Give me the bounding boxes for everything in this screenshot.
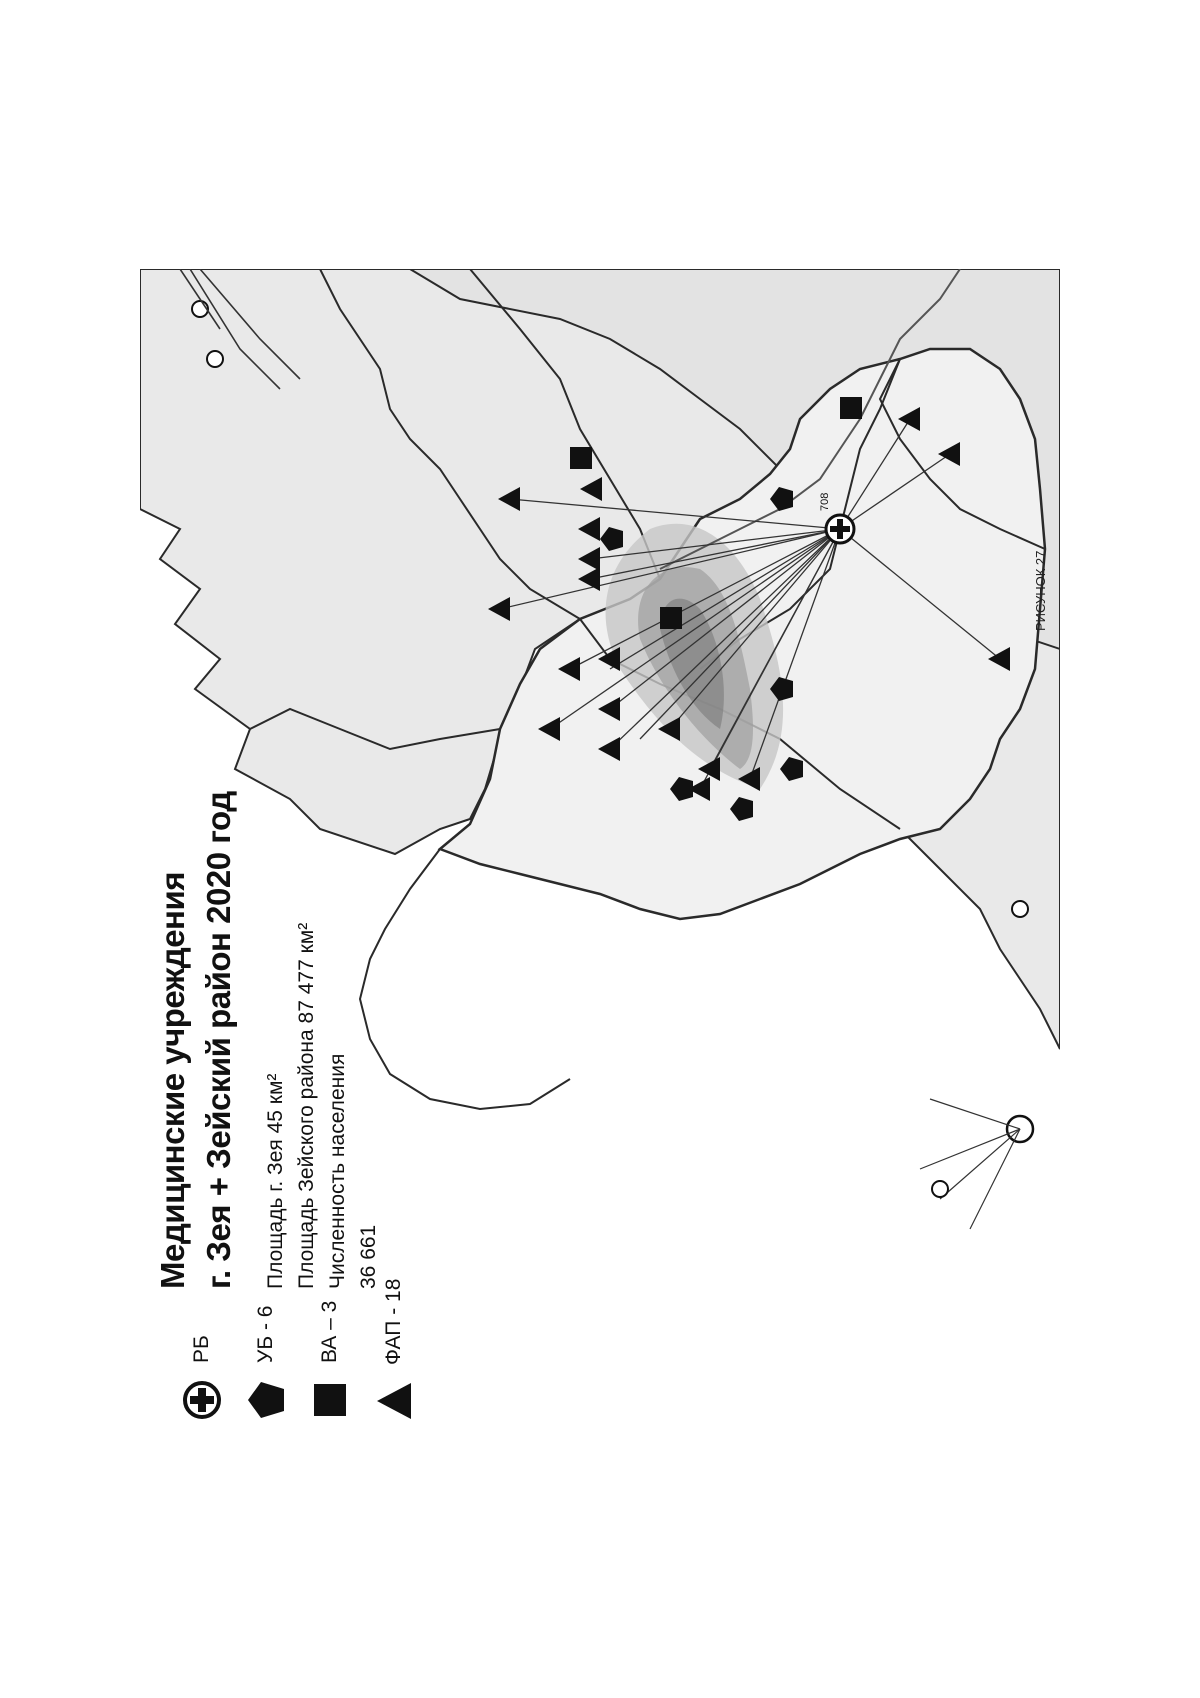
- legend-item-fap: [362, 1278, 426, 1421]
- map-legend: [170, 1278, 426, 1421]
- legend-label-va: ВА – 3: [318, 1300, 341, 1363]
- legend-label-fap: ФАП - 18: [382, 1278, 405, 1365]
- legend-label-rb: РБ: [190, 1335, 213, 1363]
- legend-item-rb: [170, 1293, 234, 1421]
- legend-label-ub: УБ - 6: [254, 1305, 277, 1363]
- area-district: Площадь Зейского района 87 477 км²: [295, 922, 318, 1289]
- legend-item-ub: [234, 1293, 298, 1421]
- legend-item-va: [298, 1293, 362, 1421]
- map-slide: [140, 269, 1060, 1429]
- pentagon-icon: [245, 1379, 287, 1421]
- triangle-icon: [373, 1381, 415, 1421]
- neighbor-hub-marker: [920, 1099, 1033, 1229]
- population-label: Численность населения: [326, 1053, 349, 1289]
- district-border-5: [360, 849, 570, 1109]
- figure-caption: РИСУНОК 27: [1033, 550, 1048, 631]
- area-city: Площадь г. Зея 45 км²: [264, 1073, 287, 1289]
- plus-circle-icon: [181, 1379, 223, 1421]
- population-value: 36 661: [357, 1224, 380, 1289]
- map-title-line-1: Медицинские учреждения: [154, 871, 191, 1289]
- stats-block: [260, 769, 384, 1289]
- square-icon: [309, 1379, 351, 1421]
- zeya-city-hospital-marker: [826, 515, 854, 543]
- map-title-line-2: г. Зея + Зейский район 2020 год: [200, 791, 237, 1289]
- title-block: [150, 529, 242, 1289]
- hub-label: 708: [819, 492, 831, 511]
